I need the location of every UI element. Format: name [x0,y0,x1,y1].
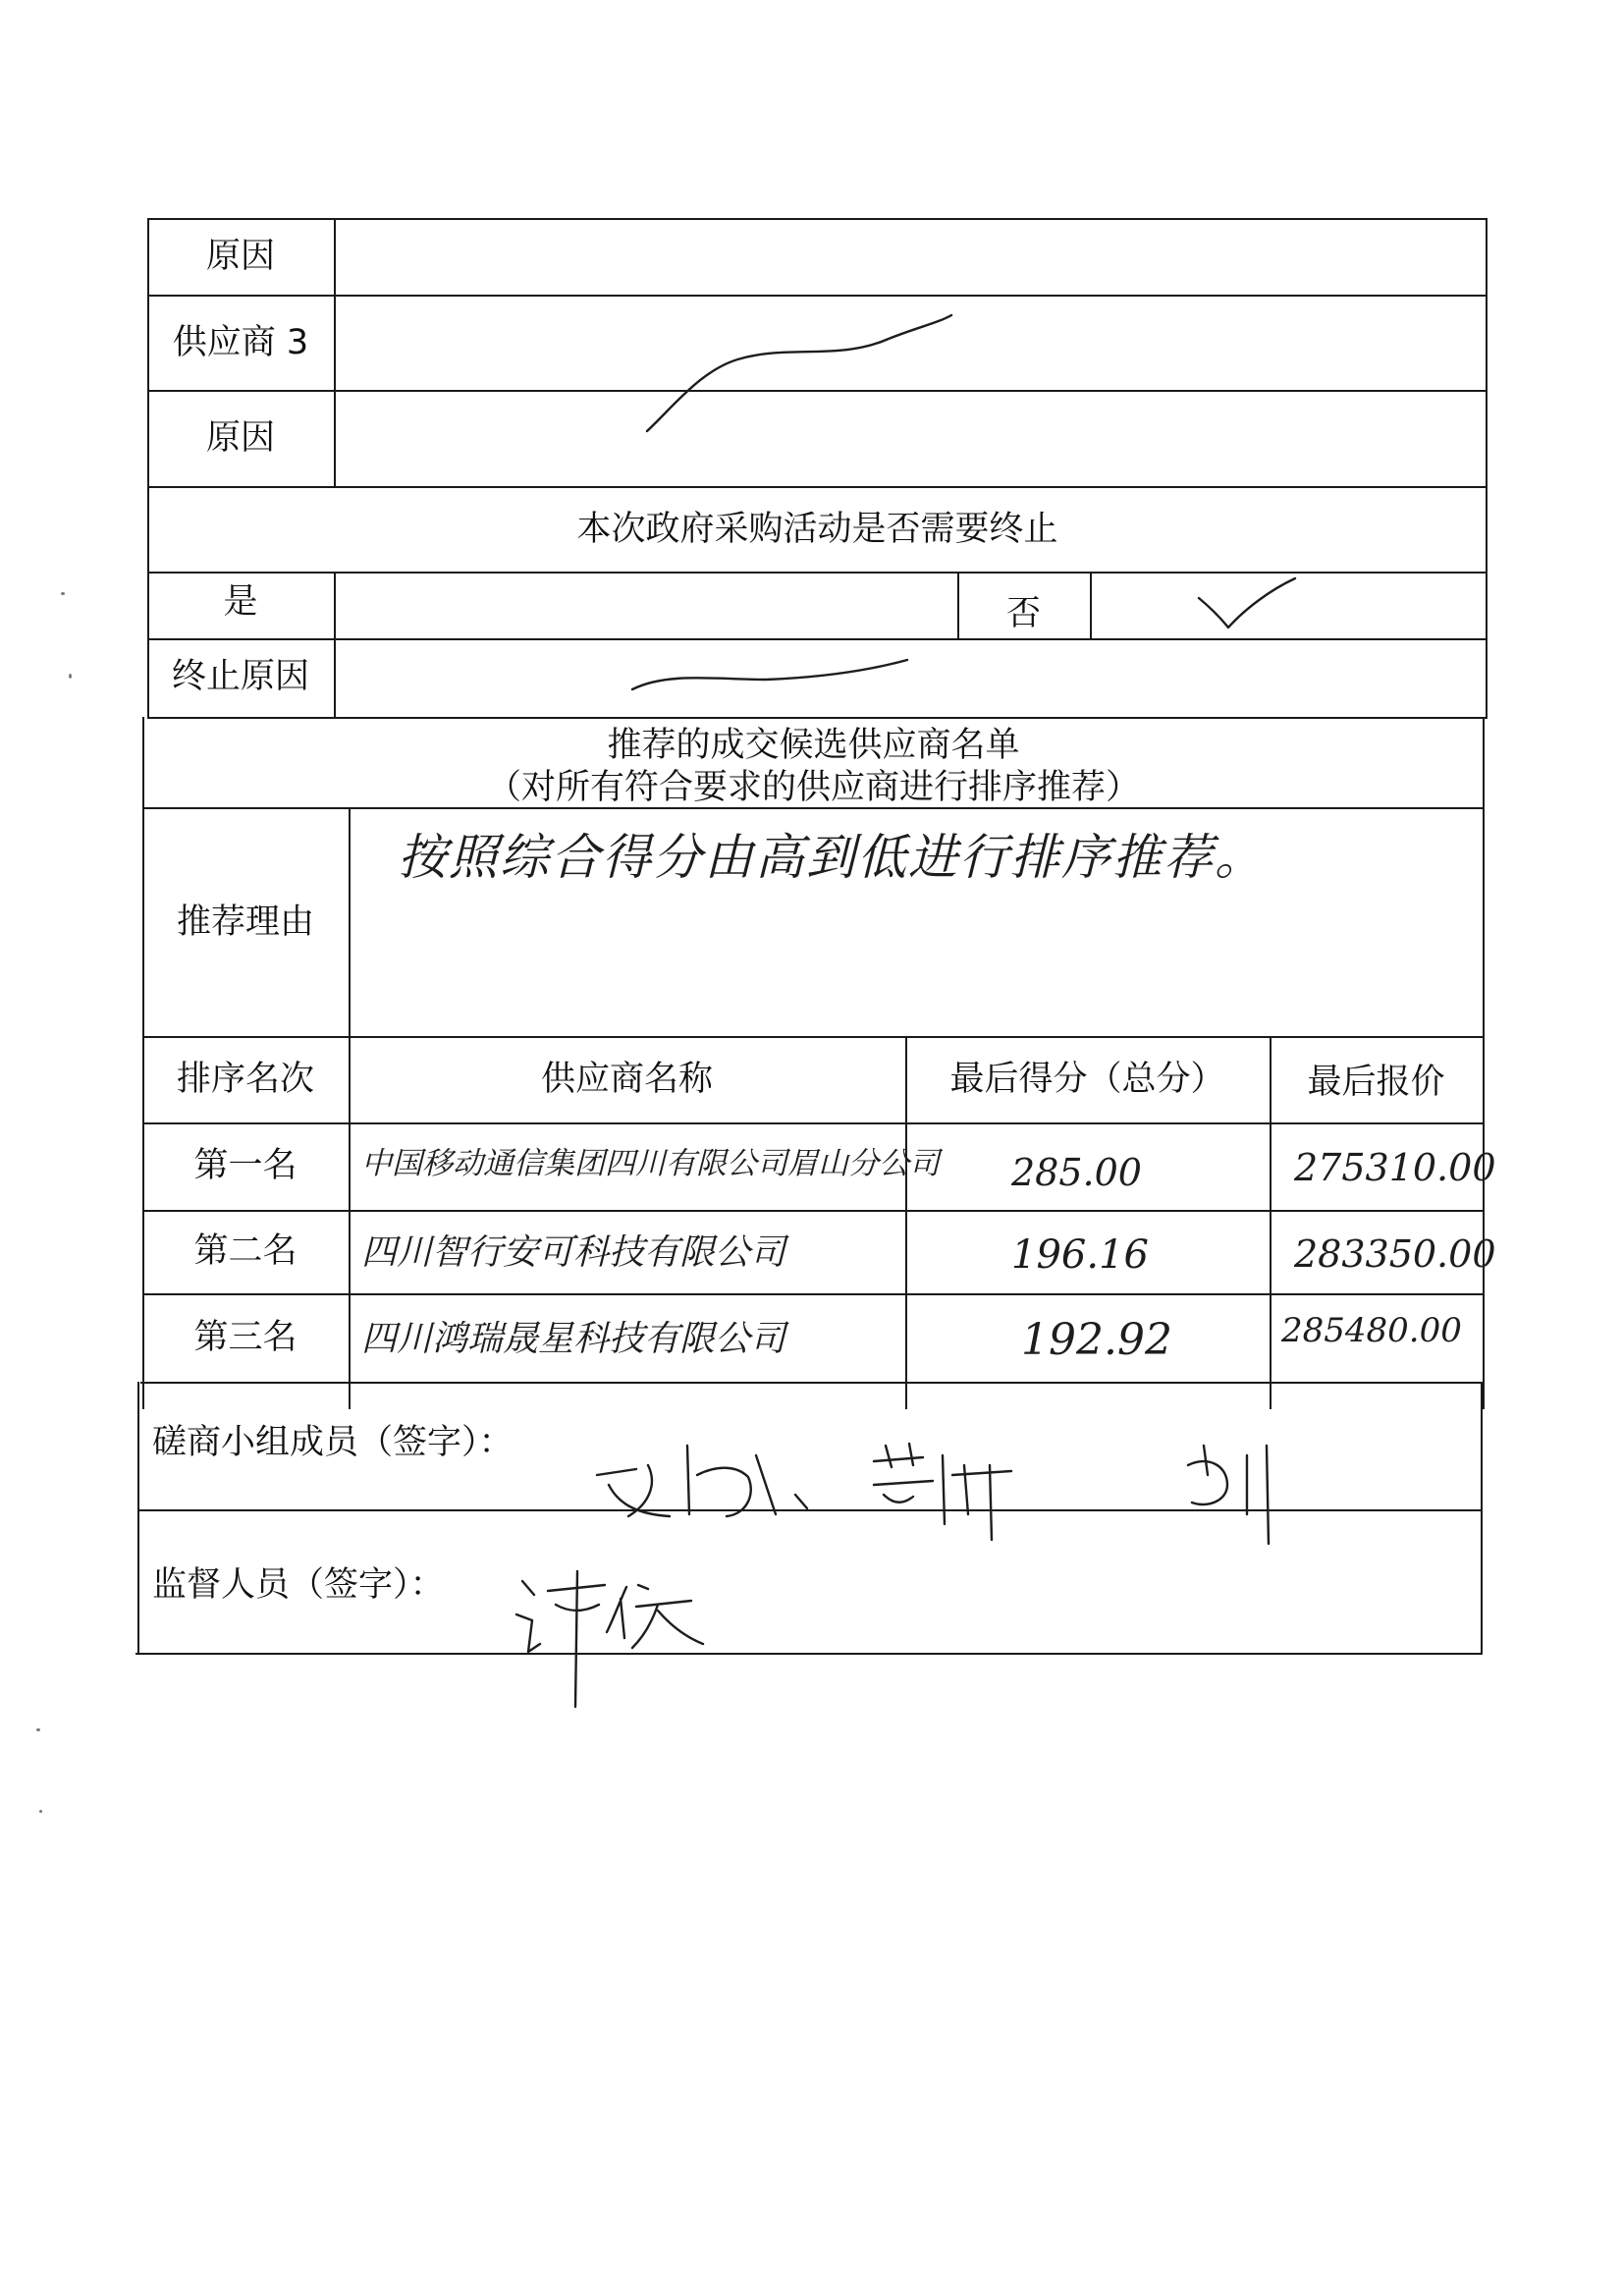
rank-cell: 第一名 [193,1146,298,1185]
no-label: 否 [1005,594,1041,633]
price-cell: 275310.00 [1294,1146,1496,1189]
recommendation-reason-text: 按照综合得分由高到低进行排序推荐。 [398,829,1266,886]
supervisor-label: 监督人员（签字）： [152,1565,445,1605]
scan-speck [69,674,72,679]
row-line-6 [147,717,1488,719]
scan-speck [36,1728,40,1731]
check-mark-icon [1193,574,1301,633]
col-divider-rank [349,807,351,1409]
reason-label-1: 原因 [205,237,275,276]
recommendation-subtitle: （对所有符合要求的供应商进行排序推荐） [486,768,1140,807]
supplier-cell: 四川鸿瑞晟星科技有限公司 [361,1319,786,1359]
supervisor-signature-icon [511,1561,717,1709]
sign-border-right [1481,1382,1483,1655]
rank-cell: 第三名 [193,1318,298,1357]
rank-cell: 第二名 [193,1231,298,1271]
price-cell: 283350.00 [1294,1232,1496,1276]
row-line-4 [147,572,1488,574]
panel-signatures-icon [579,1406,1325,1544]
termination-question: 本次政府采购活动是否需要终止 [576,510,1058,549]
scan-speck [61,592,65,595]
col-divider-yes [334,572,336,719]
row-line-10 [142,1210,1485,1212]
row-line-11 [142,1293,1485,1295]
row-line-12 [140,1382,1485,1384]
row-line-9 [142,1122,1485,1124]
price-cell: 285480.00 [1281,1311,1462,1350]
row-line-7 [142,807,1485,809]
row-line-8 [142,1036,1485,1038]
row-line-5 [147,638,1488,640]
row-line-0 [147,218,1488,220]
supplier-cell: 中国移动通信集团四川有限公司眉山分公司 [361,1146,940,1181]
yes-label: 是 [223,582,258,622]
header-score: 最后得分（总分） [949,1060,1225,1099]
recommendation-title: 推荐的成交候选供应商名单 [607,726,1020,765]
score-cell: 285.00 [1011,1151,1142,1194]
row-line-1 [147,295,1488,297]
header-price: 最后报价 [1307,1063,1445,1102]
panel-members-label: 磋商小组成员（签字）： [152,1423,514,1462]
supplier-cell: 四川智行安可科技有限公司 [361,1232,786,1273]
table-border-left [147,218,149,719]
lower-border-right [1483,717,1485,1409]
col-divider-no-right [1090,572,1092,638]
termination-reason-label: 终止原因 [171,657,309,696]
col-divider-top [334,218,336,488]
score-cell: 196.16 [1011,1232,1149,1278]
table-border-bottom [135,1653,1483,1655]
reason-label-2: 原因 [205,418,275,458]
recommendation-reason-label: 推荐理由 [176,902,314,942]
row-line-3 [147,486,1488,488]
table-border-right [1486,218,1488,719]
header-rank: 排序名次 [176,1060,314,1099]
sign-border-left [137,1382,139,1655]
strike-line-icon [628,656,913,695]
strike-line-icon [643,309,957,437]
header-supplier: 供应商名称 [540,1060,713,1099]
supplier3-label: 供应商 3 [172,323,309,362]
scan-speck [39,1810,42,1813]
score-cell: 192.92 [1021,1315,1172,1365]
